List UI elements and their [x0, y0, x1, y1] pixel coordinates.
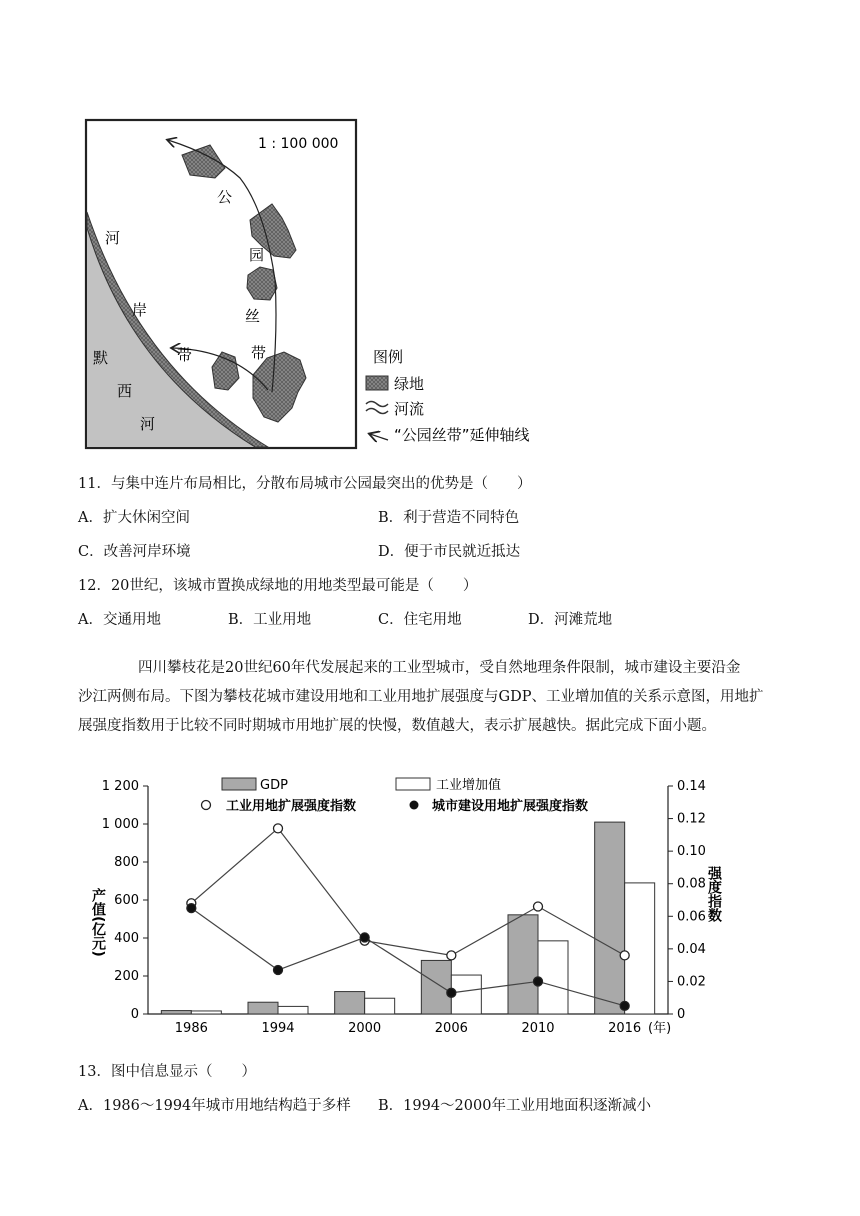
industry-value-bar [625, 883, 655, 1014]
right-tick-label: 0.02 [677, 974, 706, 990]
legend-label: “公园丝带”延伸轴线 [394, 426, 530, 444]
x-tick-label: 2010 [521, 1021, 555, 1036]
passage-line: 四川攀枝花是20世纪60年代发展起来的工业型城市，受自然地理条件限制，城市建设主要沿金 [138, 660, 741, 676]
map-label: 河 [105, 229, 121, 247]
gdp-bar [595, 822, 625, 1014]
q12-option-d[interactable]: D．河滩荒地 [528, 612, 613, 628]
legend-industrial-index-marker [202, 801, 211, 810]
urban-index-point [187, 904, 196, 913]
q12-option-c[interactable]: C．住宅用地 [378, 612, 462, 628]
x-tick-label: 1994 [261, 1021, 295, 1036]
legend-urban-index-label: 城市建设用地扩展强度指数 [432, 799, 589, 814]
map-label: 带 [251, 344, 267, 362]
industry-value-bar [191, 1011, 221, 1014]
park-ribbon-map [60, 100, 600, 456]
industrial-index-point [534, 902, 543, 911]
right-tick-label: 0.14 [677, 779, 706, 794]
right-tick-label: 0.08 [677, 876, 706, 892]
river-wave-icon [366, 402, 388, 414]
left-tick-label: 400 [114, 931, 139, 946]
map-label: 默 [93, 349, 109, 367]
left-tick-label: 1 000 [101, 817, 139, 832]
industrial-index-line [191, 828, 624, 955]
x-tick-label: 2006 [434, 1021, 468, 1036]
urban-index-point [534, 977, 543, 986]
legend-gdp-swatch [222, 778, 256, 790]
legend-industry-label: 工业增加值 [436, 778, 502, 793]
passage-line: 展强度指数用于比较不同时期城市用地扩展的快慢，数值越大，表示扩展越快。据此完成下面小题。 [78, 718, 716, 734]
gdp-bar [508, 915, 538, 1014]
left-tick-label: 600 [114, 893, 139, 908]
legend-industry-swatch [396, 778, 430, 790]
industry-value-bar [278, 1006, 308, 1014]
legend-title: 图例 [373, 348, 404, 366]
q12-option-a[interactable]: A．交通用地 [78, 612, 161, 628]
legend-gdp-label: GDP [260, 778, 288, 793]
right-tick-label: 0.10 [677, 844, 706, 860]
urban-index-point [274, 966, 283, 975]
x-axis-unit: (年) [648, 1021, 672, 1036]
map-label: 河 [140, 415, 156, 433]
industrial-index-point [274, 824, 283, 833]
passage-line: 沙江两侧布局。下图为攀枝花城市建设用地和工业用地扩展强度与GDP、工业增加值的关系示意图，用地扩 [78, 689, 764, 705]
plot-area [102, 779, 706, 1036]
map-label: 丝 [245, 307, 261, 325]
map-label: 西 [117, 382, 133, 400]
x-tick-label: 2000 [348, 1021, 382, 1036]
legend-label: 河流 [394, 400, 425, 418]
q12-stem: 12．20世纪，该城市置换成绿地的用地类型最可能是（ ） [78, 578, 478, 594]
q11-option-b[interactable]: B．利于营造不同特色 [378, 510, 520, 526]
left-tick-label: 0 [130, 1007, 139, 1022]
urban-index-point [620, 1001, 629, 1010]
urban-index-point [360, 933, 369, 942]
left-tick-label: 800 [114, 855, 139, 870]
gdp-bar [421, 960, 451, 1014]
gdp-bar [335, 992, 365, 1014]
legend-urban-index-marker [410, 801, 419, 810]
q13-option-b[interactable]: B．1994～2000年工业用地面积逐渐减小 [378, 1098, 651, 1114]
right-tick-label: 0 [677, 1007, 686, 1022]
right-axis-label: 强度指数 [706, 866, 722, 922]
gdp-bar [161, 1011, 191, 1014]
right-tick-label: 0.04 [677, 941, 706, 957]
left-axis-label: 产值(亿元) [90, 888, 106, 957]
legend-label: 绿地 [394, 375, 425, 393]
left-tick-label: 1 200 [101, 779, 139, 794]
q13-stem: 13．图中信息显示（ ） [78, 1064, 256, 1080]
passage [78, 654, 788, 741]
urban-index-point [447, 988, 456, 997]
q13-option-a[interactable]: A．1986～1994年城市用地结构趋于多样 [78, 1098, 351, 1114]
x-tick-label: 1986 [174, 1021, 208, 1036]
industrial-index-point [620, 951, 629, 960]
map-label: 园 [249, 246, 265, 264]
right-tick-label: 0.06 [677, 909, 706, 925]
map-label: 带 [177, 346, 193, 364]
chart-axes [148, 786, 668, 1014]
q12-option-b[interactable]: B．工业用地 [228, 612, 312, 628]
q11-stem: 11．与集中连片布局相比，分散布局城市公园最突出的优势是（ ） [78, 476, 532, 492]
map-scale: 1 : 100 000 [258, 136, 339, 152]
gdp-land-expansion-chart [80, 770, 760, 1040]
legend-industrial-index-label: 工业用地扩展强度指数 [226, 799, 357, 814]
q11-option-a[interactable]: A．扩大休闲空间 [78, 510, 190, 526]
left-tick-label: 200 [114, 969, 139, 984]
industrial-index-point [447, 951, 456, 960]
q11-option-c[interactable]: C．改善河岸环境 [78, 544, 191, 560]
x-tick-label: 2016 [608, 1021, 642, 1036]
right-tick-label: 0.12 [677, 811, 706, 827]
industry-value-bar [365, 998, 395, 1014]
map-label: 岸 [132, 301, 148, 319]
industry-value-bar [538, 941, 568, 1014]
gdp-bar [248, 1002, 278, 1014]
green-land-swatch-icon [366, 376, 388, 390]
map-label: 公 [217, 188, 233, 206]
q11-option-d[interactable]: D．便于市民就近抵达 [378, 544, 521, 560]
extension-arrow-icon [370, 434, 388, 440]
